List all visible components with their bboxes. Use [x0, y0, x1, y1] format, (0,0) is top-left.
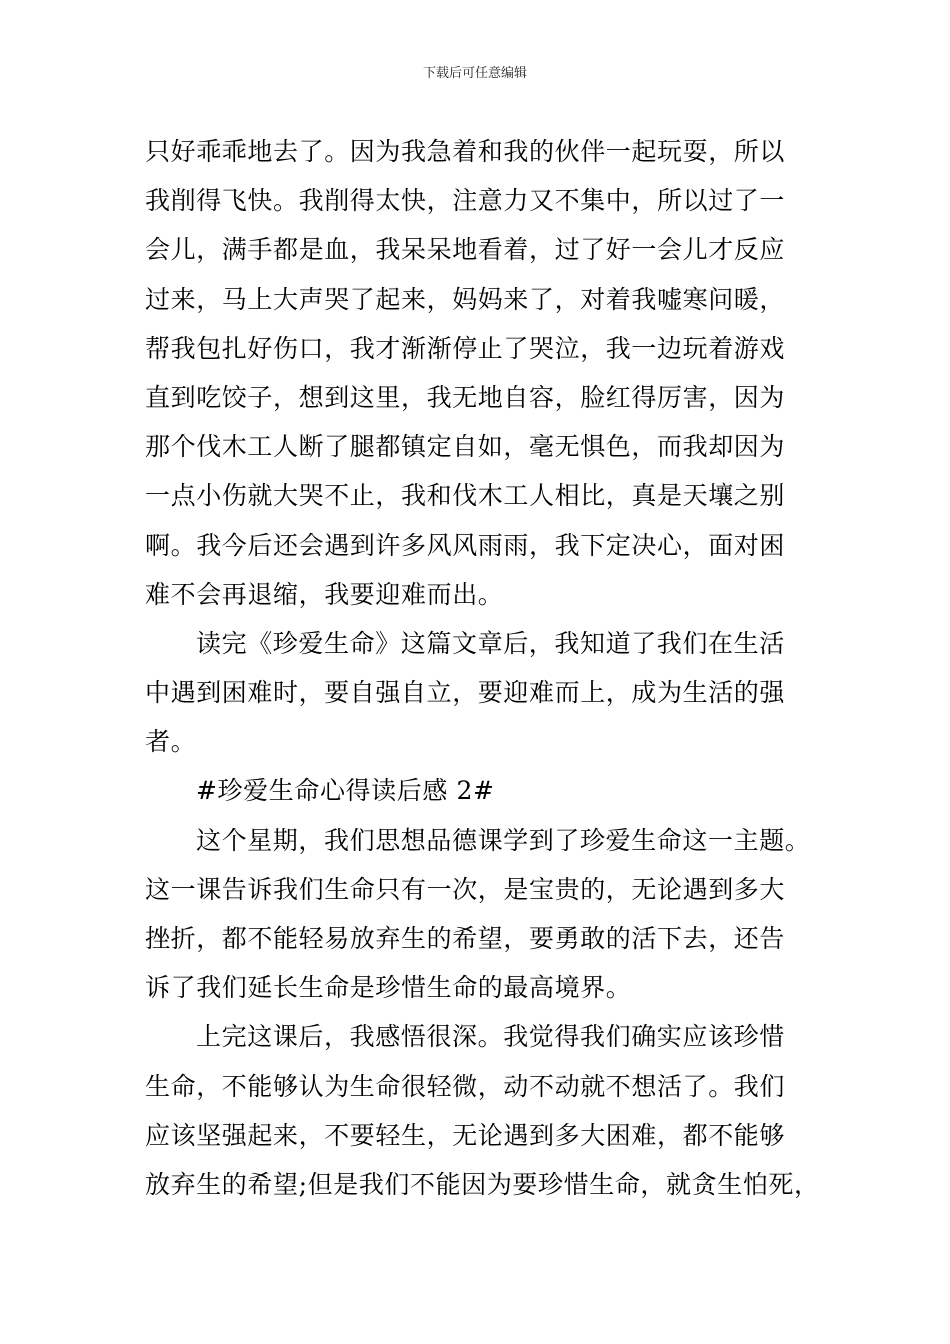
page-header: 下载后可任意编辑 [422, 66, 527, 81]
document-body [145, 127, 825, 1209]
text-line: 生命，不能够认为生命很轻微，动不动就不想活了。我们 [145, 1071, 786, 1101]
text-line: 者。 [145, 727, 197, 757]
section-heading [145, 766, 825, 815]
text-line: 直到吃饺子，想到这里，我无地自容，脸红得厉害，因为 [145, 382, 786, 412]
text-line: 应该坚强起来，不要轻生，无论遇到多大困难，都不能够 [145, 1120, 786, 1150]
paragraph [145, 1012, 825, 1209]
section-heading-text: #珍爱生命心得读后感 2# [196, 776, 495, 806]
text-line: 挫折，都不能轻易放弃生的希望，要勇敢的活下去，还告 [145, 924, 786, 953]
text-line: 放弃生的希望;但是我们不能因为要珍惜生命，就贪生怕死， [145, 1169, 820, 1199]
text-line: 会儿，满手都是血，我呆呆地看着，过了好一会儿才反应 [145, 235, 786, 265]
text-line: 难不会再退缩，我要迎难而出。 [145, 579, 504, 609]
text-line: 这一课告诉我们生命只有一次，是宝贵的，无论遇到多大 [145, 874, 786, 904]
paragraph [145, 127, 825, 619]
text-line: 过来，马上大声哭了起来，妈妈来了，对着我嘘寒问暖， [145, 284, 786, 314]
text-line: 上完这课后，我感悟很深。我觉得我们确实应该珍惜 [196, 1022, 785, 1052]
paragraph [145, 619, 825, 767]
text-line: 读完《珍爱生命》这篇文章后，我知道了我们在生活 [196, 628, 785, 658]
text-line: 帮我包扎好伤口，我才渐渐停止了哭泣，我一边玩着游戏 [145, 333, 786, 363]
text-line: 只好乖乖地去了。因为我急着和我的伙伴一起玩耍，所以 [145, 137, 786, 166]
text-line: 诉了我们延长生命是珍惜生命的最高境界。 [145, 973, 632, 1003]
text-line: 中遇到困难时，要自强自立，要迎难而上，成为生活的强 [145, 678, 786, 708]
text-line: 这个星期，我们思想品德课学到了珍爱生命这一主题。 [196, 825, 811, 855]
paragraph [145, 816, 825, 1013]
text-line: 一点小伤就大哭不止，我和伐木工人相比，真是天壤之别 [145, 481, 786, 511]
text-line: 我削得飞快。我削得太快，注意力又不集中，所以过了一 [145, 186, 786, 216]
text-line: 啊。我今后还会遇到许多风风雨雨，我下定决心，面对困 [145, 530, 786, 560]
text-line: 那个伐木工人断了腿都镇定自如，毫无惧色，而我却因为 [145, 432, 786, 462]
